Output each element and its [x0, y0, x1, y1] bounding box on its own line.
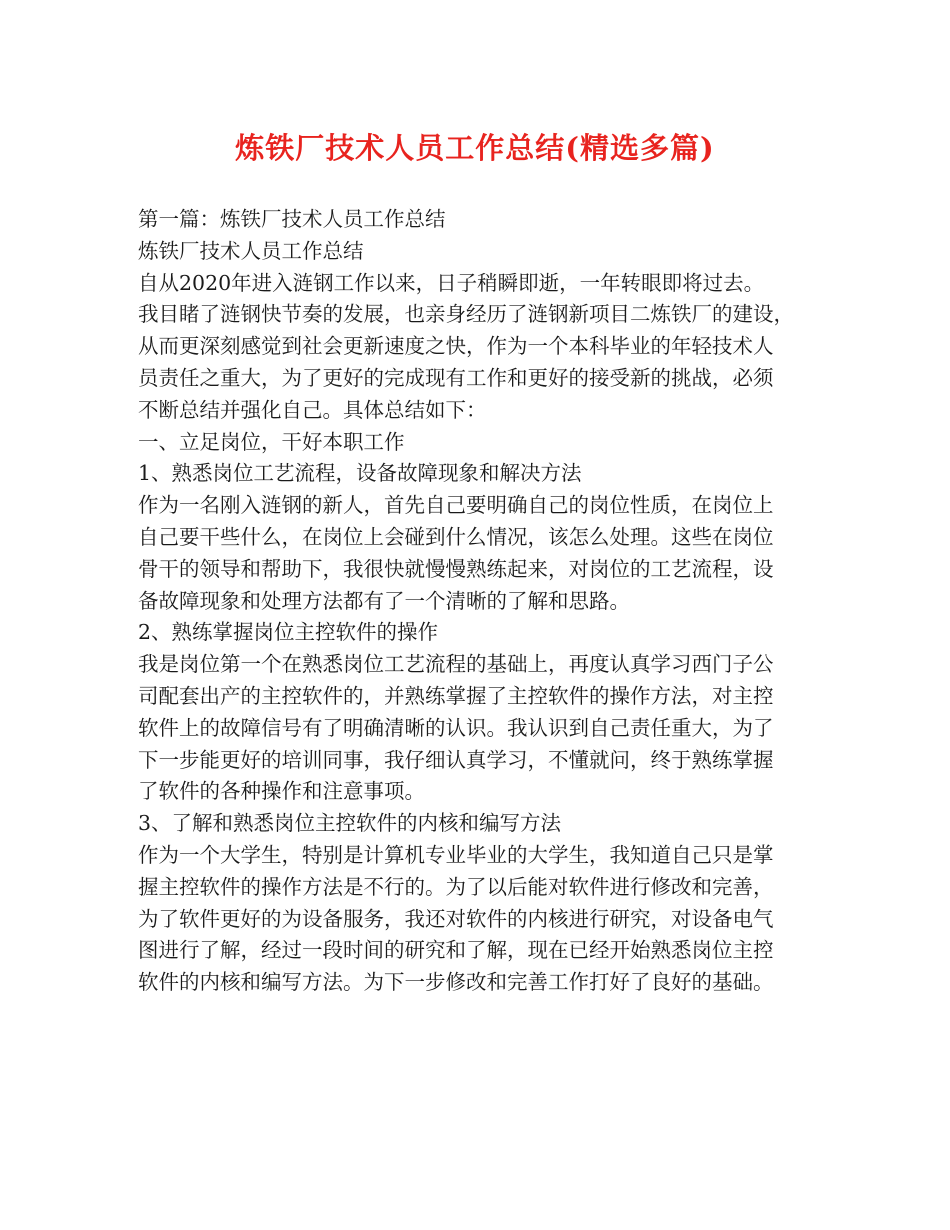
text-line: 自己要干些什么，在岗位上会碰到什么情况，该怎么处理。这些在岗位	[138, 524, 774, 549]
document-title: 炼铁厂技术人员工作总结(精选多篇)	[235, 131, 715, 165]
text-line: 软件上的故障信号有了明确清晰的认识。我认识到自己责任重大，为了	[138, 715, 774, 740]
text-line: 从而更深刻感觉到社会更新速度之快，作为一个本科毕业的年轻技术人	[138, 334, 774, 359]
document-body	[138, 204, 818, 999]
text-line: 2、熟练掌握岗位主控软件的操作	[138, 620, 439, 645]
text-line: 软件的内核和编写方法。为下一步修改和完善工作打好了良好的基础。	[138, 970, 774, 995]
text-line: 员责任之重大，为了更好的完成现有工作和更好的接受新的挑战，必须	[138, 365, 774, 390]
text-line: 自从2020年进入涟钢工作以来，日子稍瞬即逝，一年转眼即将过去。	[138, 270, 765, 295]
text-line: 3、了解和熟悉岗位主控软件的内核和编写方法	[138, 811, 562, 836]
text-line: 炼铁厂技术人员工作总结	[138, 238, 364, 263]
text-line: 图进行了解，经过一段时间的研究和了解，现在已经开始熟悉岗位主控	[138, 938, 774, 963]
text-line: 我是岗位第一个在熟悉岗位工艺流程的基础上，再度认真学习西门子公	[138, 652, 774, 677]
text-line: 了软件的各种操作和注意事项。	[138, 779, 425, 804]
text-line: 一、立足岗位，干好本职工作	[138, 429, 405, 454]
text-line: 下一步能更好的培训同事，我仔细认真学习，不懂就问，终于熟练掌握	[138, 747, 774, 772]
text-line: 1、熟悉岗位工艺流程，设备故障现象和解决方法	[138, 461, 582, 486]
text-line: 我目睹了涟钢快节奏的发展，也亲身经历了涟钢新项目二炼铁厂的建设，	[138, 302, 794, 327]
text-line: 作为一个大学生，特别是计算机专业毕业的大学生，我知道自己只是掌	[138, 842, 774, 867]
text-line: 骨干的领导和帮助下，我很快就慢慢熟练起来，对岗位的工艺流程，设	[138, 556, 774, 581]
text-line: 第一篇：炼铁厂技术人员工作总结	[138, 207, 446, 231]
text-line: 司配套出产的主控软件的，并熟练掌握了主控软件的操作方法，对主控	[138, 683, 774, 708]
text-line: 为了软件更好的为设备服务，我还对软件的内核进行研究，对设备电气	[138, 906, 774, 931]
text-line: 作为一名刚入涟钢的新人，首先自己要明确自己的岗位性质，在岗位上	[138, 493, 774, 518]
text-line: 不断总结并强化自己。具体总结如下：	[138, 397, 487, 422]
text-line: 备故障现象和处理方法都有了一个清晰的了解和思路。	[138, 588, 630, 613]
text-line: 握主控软件的操作方法是不行的。为了以后能对软件进行修改和完善，	[138, 874, 774, 899]
